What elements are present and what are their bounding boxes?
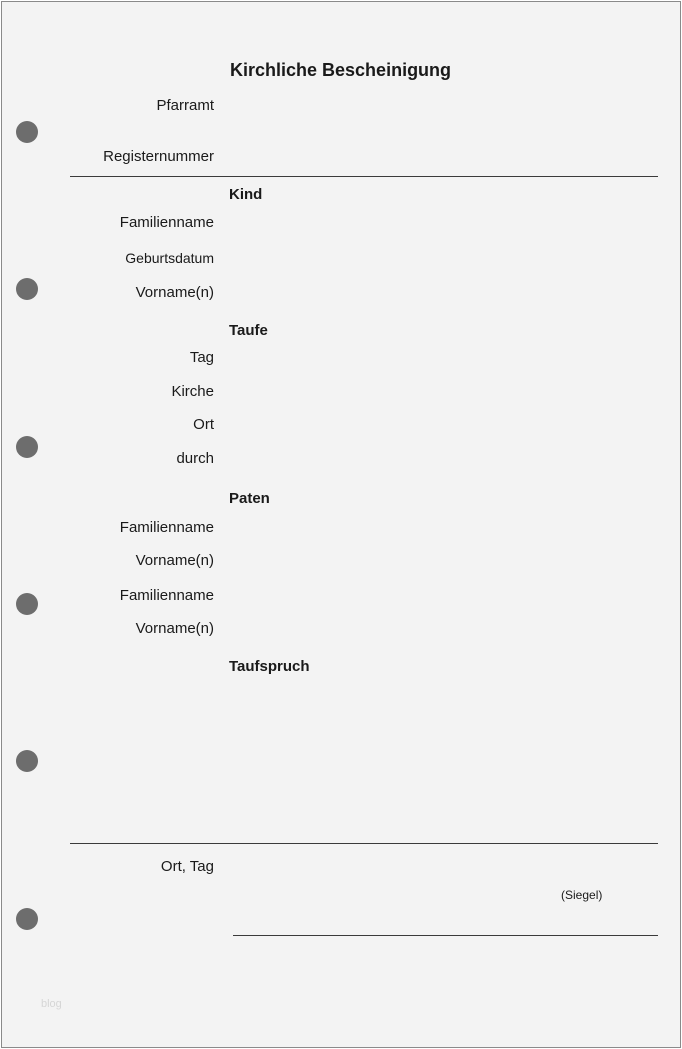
punch-hole-2	[16, 278, 38, 300]
label-kind-vornamen: Vorname(n)	[135, 284, 214, 301]
label-kind-geburtsdatum: Geburtsdatum	[125, 250, 214, 266]
divider-top	[70, 176, 658, 177]
section-taufe-heading: Taufe	[229, 322, 268, 339]
section-paten-heading: Paten	[229, 490, 270, 507]
section-taufspruch-heading: Taufspruch	[229, 658, 310, 675]
seal-label: (Siegel)	[561, 888, 603, 902]
label-paten-vornamen-1: Vorname(n)	[135, 552, 214, 569]
document-title: Kirchliche Bescheinigung	[230, 60, 452, 80]
label-paten-familienname-2: Familienname	[119, 587, 214, 604]
label-ort-tag: Ort, Tag	[160, 858, 214, 875]
punch-hole-4	[16, 593, 38, 615]
label-taufe-kirche: Kirche	[171, 383, 214, 400]
punch-hole-1	[16, 121, 38, 143]
certificate-page	[1, 1, 681, 1048]
label-taufe-ort: Ort	[193, 416, 214, 433]
label-taufe-durch: durch	[176, 450, 214, 467]
label-taufe-tag: Tag	[189, 349, 214, 366]
signature-line	[233, 935, 658, 936]
label-registernummer: Registernummer	[103, 148, 214, 165]
divider-bottom	[70, 843, 658, 844]
watermark-text: blog	[41, 998, 62, 1010]
label-pfarramt: Pfarramt	[156, 97, 214, 114]
label-paten-vornamen-2: Vorname(n)	[135, 620, 214, 637]
label-paten-familienname-1: Familienname	[119, 519, 214, 536]
label-kind-familienname: Familienname	[119, 214, 214, 231]
punch-hole-6	[16, 908, 38, 930]
section-kind-heading: Kind	[229, 186, 263, 203]
punch-hole-5	[16, 750, 38, 772]
punch-hole-3	[16, 436, 38, 458]
